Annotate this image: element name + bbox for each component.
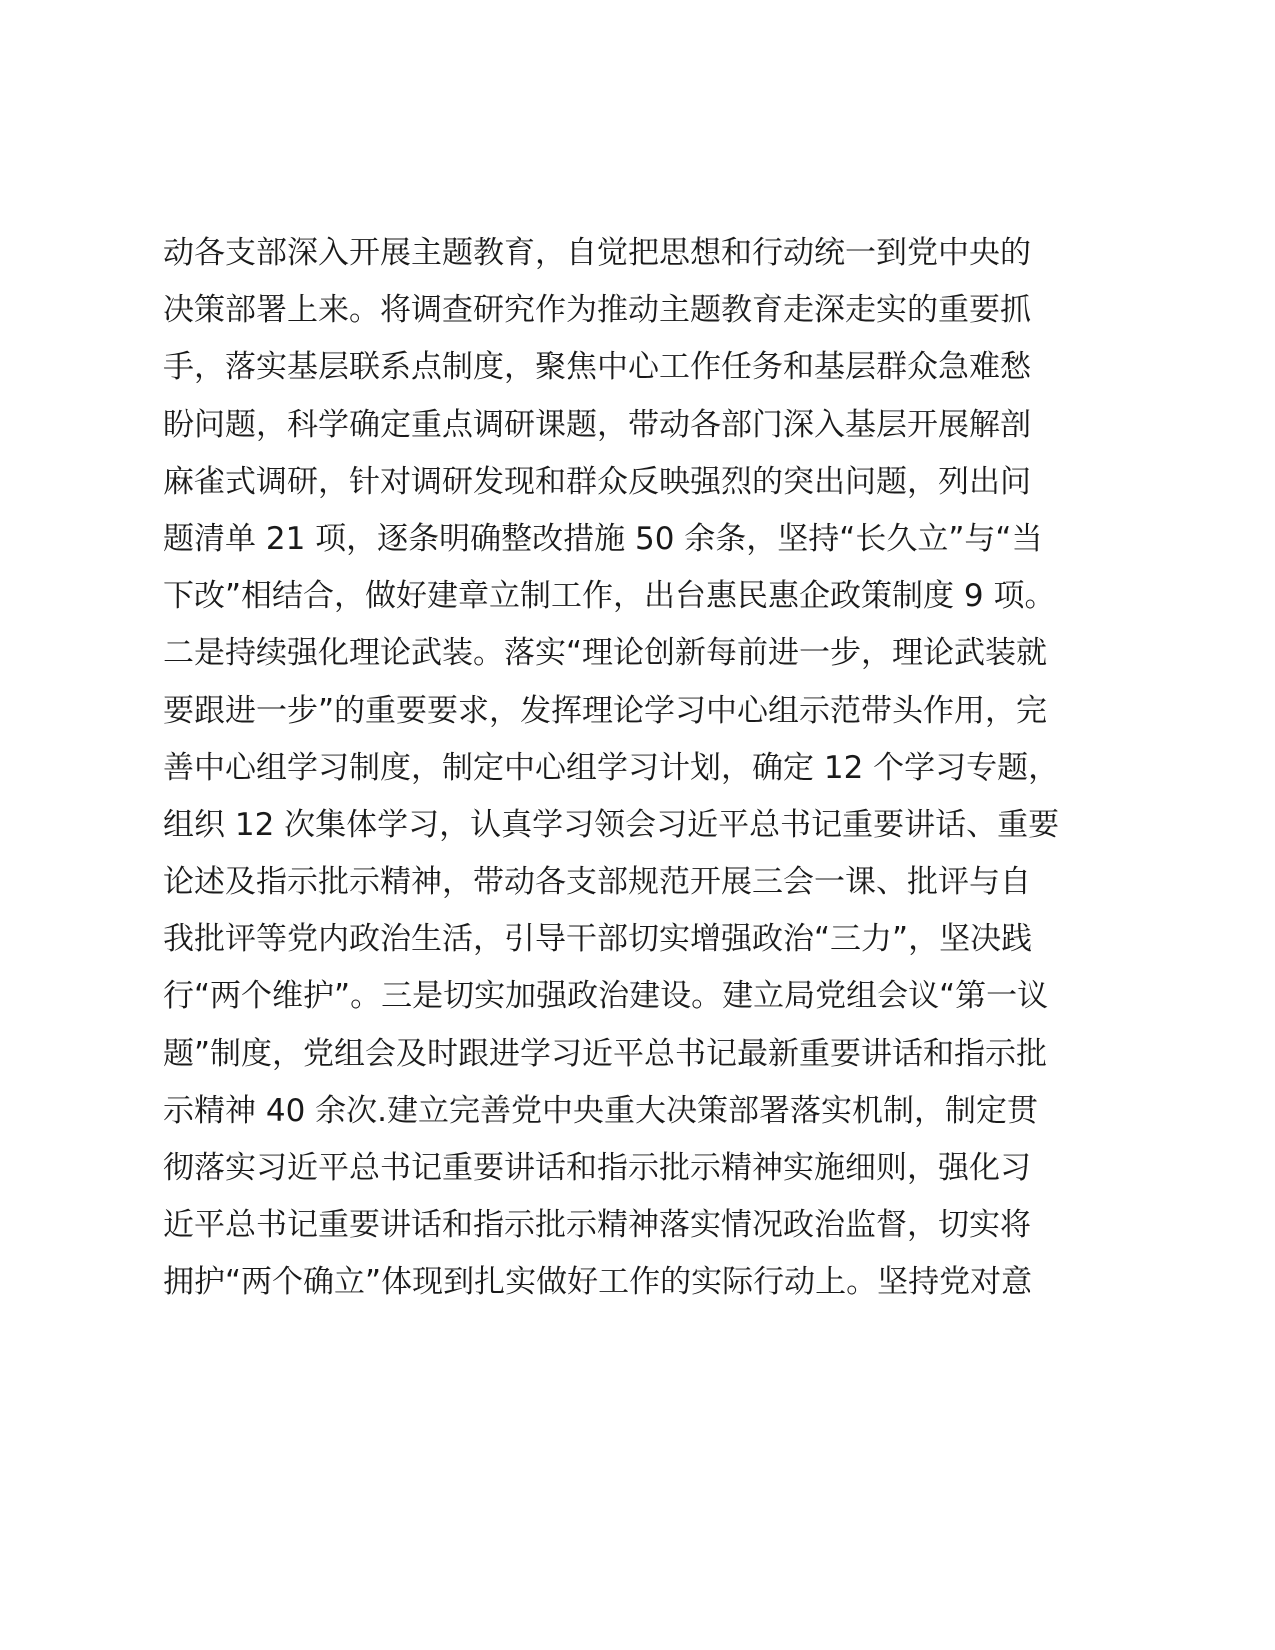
text-line: 论述及指示批示精神，带动各支部规范开展三会一课、批评与自 xyxy=(163,864,1031,901)
text-line: 善中心组学习制度，制定中心组学习计划，确定 12 个学习专题， xyxy=(163,749,1060,786)
body-paragraph xyxy=(163,225,1123,1312)
text-line: 组织 12 次集体学习，认真学习领会习近平总书记重要讲话、重要 xyxy=(163,806,1060,843)
text-line: 动各支部深入开展主题教育，自觉把思想和行动统一到党中央的 xyxy=(163,235,1031,271)
text-line: 决策部署上来。将调查研究作为推动主题教育走深走实的重要抓 xyxy=(163,292,1031,329)
text-line: 题清单 21 项，逐条明确整改措施 50 余条，坚持“长久立”与“当 xyxy=(163,520,1043,557)
text-line: 下改”相结合，做好建章立制工作，出台惠民惠企政策制度 9 项。 xyxy=(163,578,1056,615)
text-line: 近平总书记重要讲话和指示批示精神落实情况政治监督，切实将 xyxy=(163,1207,1031,1244)
text-line: 题”制度，党组会及时跟进学习近平总书记最新重要讲话和指示批 xyxy=(163,1035,1048,1072)
text-line: 我批评等党内政治生活，引导干部切实增强政治“三力”，坚决践 xyxy=(163,921,1033,958)
text-line: 手，落实基层联系点制度，聚焦中心工作任务和基层群众急难愁 xyxy=(163,349,1031,386)
text-line: 拥护“两个确立”体现到扎实做好工作的实际行动上。坚持党对意 xyxy=(163,1264,1033,1301)
text-line: 麻雀式调研，针对调研发现和群众反映强烈的突出问题，列出问 xyxy=(163,463,1031,500)
text-line: 要跟进一步”的重要要求，发挥理论学习中心组示范带头作用，完 xyxy=(163,692,1048,729)
text-line: 二是持续强化理论武装。落实“理论创新每前进一步，理论武装就 xyxy=(163,635,1048,672)
text-line: 彻落实习近平总书记重要讲话和指示批示精神实施细则，强化习 xyxy=(163,1150,1031,1186)
text-line: 盼问题，科学确定重点调研课题，带动各部门深入基层开展解剖 xyxy=(163,406,1031,443)
text-line: 示精神 40 余次.建立完善党中央重大决策部署落实机制，制定贯 xyxy=(163,1092,1039,1129)
text-line: 行“两个维护”。三是切实加强政治建设。建立局党组会议“第一议 xyxy=(163,978,1049,1015)
